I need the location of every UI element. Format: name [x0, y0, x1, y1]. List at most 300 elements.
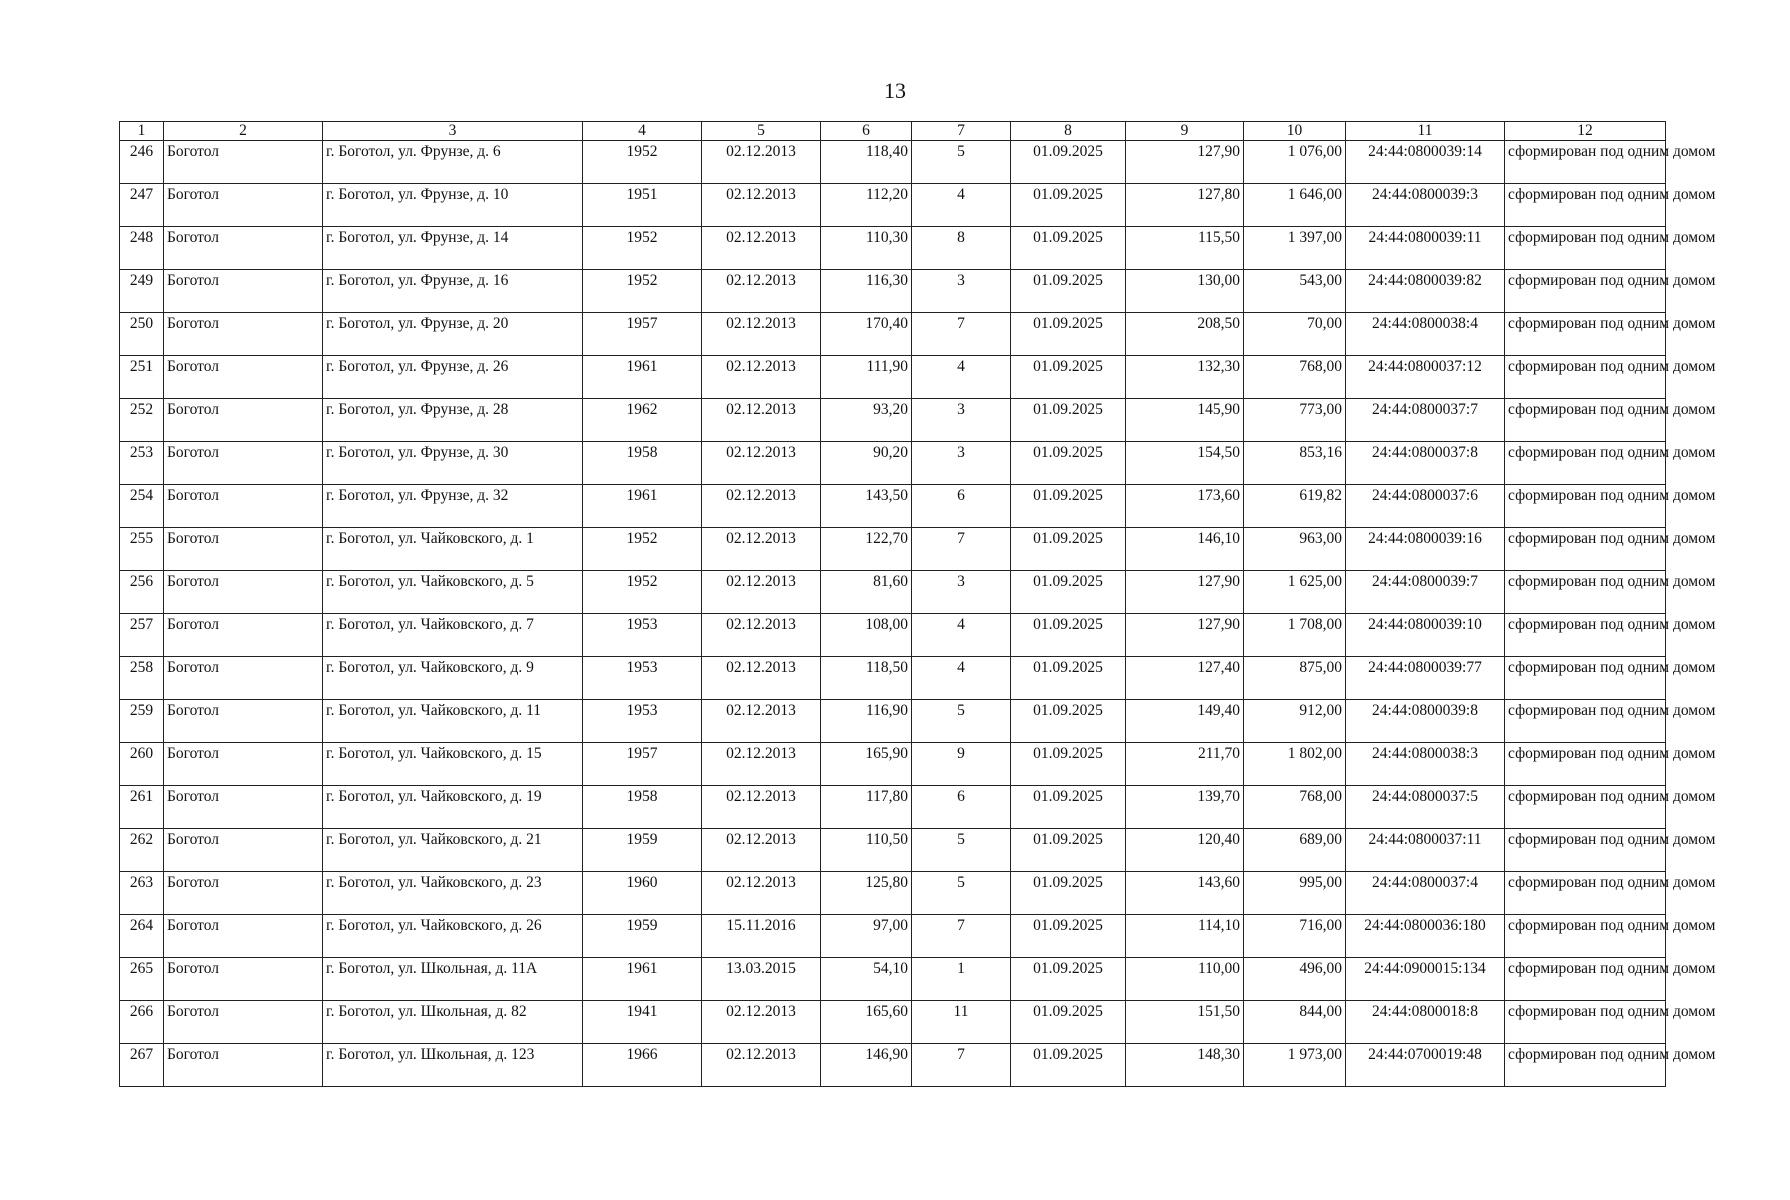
cadastral-number-cell: 24:44:0800038:4: [1346, 313, 1505, 356]
column-header-9: 9: [1126, 122, 1244, 141]
construction-year-cell: 1953: [583, 700, 702, 743]
address-cell: г. Боготол, ул. Чайковского, д. 9: [323, 657, 583, 700]
cadastral-number-cell: 24:44:0800037:7: [1346, 399, 1505, 442]
land-area-cell: 1 802,00: [1244, 743, 1346, 786]
living-area-cell: 93,20: [821, 399, 912, 442]
row-number-cell: 263: [120, 872, 164, 915]
land-area-cell: 619,82: [1244, 485, 1346, 528]
construction-year-cell: 1957: [583, 743, 702, 786]
inclusion-date-cell: 15.11.2016: [702, 915, 821, 958]
living-area-cell: 111,90: [821, 356, 912, 399]
row-number-cell: 265: [120, 958, 164, 1001]
row-number-cell: 246: [120, 141, 164, 184]
land-note-cell: сформирован под одним домом: [1505, 872, 1666, 915]
row-number-cell: 257: [120, 614, 164, 657]
construction-year-cell: 1962: [583, 399, 702, 442]
deadline-date-cell: 01.09.2025: [1011, 872, 1126, 915]
land-note-cell: сформирован под одним домом: [1505, 657, 1666, 700]
address-cell: г. Боготол, ул. Фрунзе, д. 32: [323, 485, 583, 528]
cadastral-number-cell: 24:44:0800037:6: [1346, 485, 1505, 528]
total-area-cell: 145,90: [1126, 399, 1244, 442]
settlement-cell: Боготол: [164, 270, 323, 313]
residents-count-cell: 5: [912, 141, 1011, 184]
row-number-cell: 258: [120, 657, 164, 700]
address-cell: г. Боготол, ул. Школьная, д. 11А: [323, 958, 583, 1001]
living-area-cell: 110,30: [821, 227, 912, 270]
settlement-cell: Боготол: [164, 528, 323, 571]
total-area-cell: 127,40: [1126, 657, 1244, 700]
deadline-date-cell: 01.09.2025: [1011, 915, 1126, 958]
total-area-cell: 151,50: [1126, 1001, 1244, 1044]
land-note-cell: сформирован под одним домом: [1505, 485, 1666, 528]
construction-year-cell: 1941: [583, 1001, 702, 1044]
address-cell: г. Боготол, ул. Чайковского, д. 7: [323, 614, 583, 657]
land-area-cell: 70,00: [1244, 313, 1346, 356]
construction-year-cell: 1952: [583, 227, 702, 270]
address-cell: г. Боготол, ул. Чайковского, д. 5: [323, 571, 583, 614]
table-row: [120, 743, 1666, 786]
cadastral-number-cell: 24:44:0800037:5: [1346, 786, 1505, 829]
total-area-cell: 127,90: [1126, 571, 1244, 614]
inclusion-date-cell: 02.12.2013: [702, 399, 821, 442]
address-cell: г. Боготол, ул. Фрунзе, д. 10: [323, 184, 583, 227]
table-row: [120, 872, 1666, 915]
land-note-cell: сформирован под одним домом: [1505, 184, 1666, 227]
residents-count-cell: 3: [912, 571, 1011, 614]
table-row: [120, 270, 1666, 313]
land-note-cell: сформирован под одним домом: [1505, 571, 1666, 614]
residents-count-cell: 4: [912, 657, 1011, 700]
settlement-cell: Боготол: [164, 571, 323, 614]
cadastral-number-cell: 24:44:0800039:82: [1346, 270, 1505, 313]
column-header-7: 7: [912, 122, 1011, 141]
inclusion-date-cell: 02.12.2013: [702, 270, 821, 313]
deadline-date-cell: 01.09.2025: [1011, 442, 1126, 485]
land-area-cell: 963,00: [1244, 528, 1346, 571]
inclusion-date-cell: 02.12.2013: [702, 313, 821, 356]
land-area-cell: 496,00: [1244, 958, 1346, 1001]
row-number-cell: 250: [120, 313, 164, 356]
cadastral-number-cell: 24:44:0900015:134: [1346, 958, 1505, 1001]
table-row: [120, 227, 1666, 270]
deadline-date-cell: 01.09.2025: [1011, 657, 1126, 700]
row-number-cell: 248: [120, 227, 164, 270]
land-area-cell: 1 646,00: [1244, 184, 1346, 227]
table-row: [120, 1044, 1666, 1087]
column-header-1: 1: [120, 122, 164, 141]
column-header-6: 6: [821, 122, 912, 141]
inclusion-date-cell: 02.12.2013: [702, 356, 821, 399]
construction-year-cell: 1952: [583, 571, 702, 614]
total-area-cell: 211,70: [1126, 743, 1244, 786]
inclusion-date-cell: 02.12.2013: [702, 657, 821, 700]
row-number-cell: 267: [120, 1044, 164, 1087]
residents-count-cell: 7: [912, 915, 1011, 958]
column-header-11: 11: [1346, 122, 1505, 141]
land-note-cell: сформирован под одним домом: [1505, 614, 1666, 657]
row-number-cell: 260: [120, 743, 164, 786]
table-row: [120, 700, 1666, 743]
cadastral-number-cell: 24:44:0800039:11: [1346, 227, 1505, 270]
header-row: [120, 122, 1666, 141]
deadline-date-cell: 01.09.2025: [1011, 485, 1126, 528]
living-area-cell: 143,50: [821, 485, 912, 528]
construction-year-cell: 1953: [583, 614, 702, 657]
living-area-cell: 54,10: [821, 958, 912, 1001]
cadastral-number-cell: 24:44:0800039:77: [1346, 657, 1505, 700]
residents-count-cell: 7: [912, 313, 1011, 356]
construction-year-cell: 1960: [583, 872, 702, 915]
land-area-cell: 1 397,00: [1244, 227, 1346, 270]
settlement-cell: Боготол: [164, 485, 323, 528]
address-cell: г. Боготол, ул. Чайковского, д. 21: [323, 829, 583, 872]
settlement-cell: Боготол: [164, 872, 323, 915]
inclusion-date-cell: 13.03.2015: [702, 958, 821, 1001]
land-note-cell: сформирован под одним домом: [1505, 958, 1666, 1001]
table-row: [120, 356, 1666, 399]
address-cell: г. Боготол, ул. Фрунзе, д. 16: [323, 270, 583, 313]
total-area-cell: 120,40: [1126, 829, 1244, 872]
address-cell: г. Боготол, ул. Фрунзе, д. 30: [323, 442, 583, 485]
row-number-cell: 264: [120, 915, 164, 958]
land-area-cell: 853,16: [1244, 442, 1346, 485]
living-area-cell: 81,60: [821, 571, 912, 614]
total-area-cell: 130,00: [1126, 270, 1244, 313]
land-note-cell: сформирован под одним домом: [1505, 743, 1666, 786]
row-number-cell: 254: [120, 485, 164, 528]
deadline-date-cell: 01.09.2025: [1011, 270, 1126, 313]
land-area-cell: 995,00: [1244, 872, 1346, 915]
living-area-cell: 170,40: [821, 313, 912, 356]
inclusion-date-cell: 02.12.2013: [702, 872, 821, 915]
cadastral-number-cell: 24:44:0800039:10: [1346, 614, 1505, 657]
cadastral-number-cell: 24:44:0800037:11: [1346, 829, 1505, 872]
settlement-cell: Боготол: [164, 829, 323, 872]
residents-count-cell: 5: [912, 872, 1011, 915]
construction-year-cell: 1959: [583, 829, 702, 872]
inclusion-date-cell: 02.12.2013: [702, 829, 821, 872]
deadline-date-cell: 01.09.2025: [1011, 184, 1126, 227]
residents-count-cell: 6: [912, 485, 1011, 528]
row-number-cell: 255: [120, 528, 164, 571]
address-cell: г. Боготол, ул. Школьная, д. 123: [323, 1044, 583, 1087]
construction-year-cell: 1953: [583, 657, 702, 700]
living-area-cell: 108,00: [821, 614, 912, 657]
row-number-cell: 256: [120, 571, 164, 614]
cadastral-number-cell: 24:44:0800039:3: [1346, 184, 1505, 227]
table-row: [120, 829, 1666, 872]
living-area-cell: 90,20: [821, 442, 912, 485]
construction-year-cell: 1961: [583, 485, 702, 528]
settlement-cell: Боготол: [164, 356, 323, 399]
residents-count-cell: 11: [912, 1001, 1011, 1044]
table-row: [120, 958, 1666, 1001]
inclusion-date-cell: 02.12.2013: [702, 700, 821, 743]
cadastral-number-cell: 24:44:0800036:180: [1346, 915, 1505, 958]
construction-year-cell: 1958: [583, 442, 702, 485]
settlement-cell: Боготол: [164, 1001, 323, 1044]
row-number-cell: 252: [120, 399, 164, 442]
deadline-date-cell: 01.09.2025: [1011, 399, 1126, 442]
total-area-cell: 154,50: [1126, 442, 1244, 485]
residents-count-cell: 6: [912, 786, 1011, 829]
address-cell: г. Боготол, ул. Фрунзе, д. 14: [323, 227, 583, 270]
residents-count-cell: 3: [912, 442, 1011, 485]
settlement-cell: Боготол: [164, 399, 323, 442]
residents-count-cell: 7: [912, 1044, 1011, 1087]
land-note-cell: сформирован под одним домом: [1505, 528, 1666, 571]
land-note-cell: сформирован под одним домом: [1505, 1001, 1666, 1044]
cadastral-number-cell: 24:44:0800037:12: [1346, 356, 1505, 399]
residents-count-cell: 9: [912, 743, 1011, 786]
row-number-cell: 266: [120, 1001, 164, 1044]
inclusion-date-cell: 02.12.2013: [702, 227, 821, 270]
inclusion-date-cell: 02.12.2013: [702, 141, 821, 184]
cadastral-number-cell: 24:44:0800039:14: [1346, 141, 1505, 184]
table-body: [120, 141, 1716, 1087]
settlement-cell: Боготол: [164, 227, 323, 270]
residents-count-cell: 3: [912, 399, 1011, 442]
address-cell: г. Боготол, ул. Чайковского, д. 15: [323, 743, 583, 786]
settlement-cell: Боготол: [164, 700, 323, 743]
address-cell: г. Боготол, ул. Чайковского, д. 1: [323, 528, 583, 571]
settlement-cell: Боготол: [164, 958, 323, 1001]
housing-registry-table: [119, 121, 1716, 1087]
row-number-cell: 249: [120, 270, 164, 313]
inclusion-date-cell: 02.12.2013: [702, 743, 821, 786]
address-cell: г. Боготол, ул. Чайковского, д. 26: [323, 915, 583, 958]
land-area-cell: 768,00: [1244, 356, 1346, 399]
residents-count-cell: 5: [912, 829, 1011, 872]
deadline-date-cell: 01.09.2025: [1011, 1001, 1126, 1044]
deadline-date-cell: 01.09.2025: [1011, 1044, 1126, 1087]
address-cell: г. Боготол, ул. Чайковского, д. 11: [323, 700, 583, 743]
row-number-cell: 251: [120, 356, 164, 399]
row-number-cell: 259: [120, 700, 164, 743]
table-row: [120, 657, 1666, 700]
cadastral-number-cell: 24:44:0800018:8: [1346, 1001, 1505, 1044]
total-area-cell: 146,10: [1126, 528, 1244, 571]
living-area-cell: 118,40: [821, 141, 912, 184]
table-row: [120, 571, 1666, 614]
cadastral-number-cell: 24:44:0800039:16: [1346, 528, 1505, 571]
table-row: [120, 399, 1666, 442]
inclusion-date-cell: 02.12.2013: [702, 614, 821, 657]
table-row: [120, 184, 1666, 227]
settlement-cell: Боготол: [164, 442, 323, 485]
land-note-cell: сформирован под одним домом: [1505, 786, 1666, 829]
total-area-cell: 132,30: [1126, 356, 1244, 399]
settlement-cell: Боготол: [164, 657, 323, 700]
address-cell: г. Боготол, ул. Фрунзе, д. 28: [323, 399, 583, 442]
total-area-cell: 115,50: [1126, 227, 1244, 270]
table-row: [120, 614, 1666, 657]
inclusion-date-cell: 02.12.2013: [702, 442, 821, 485]
living-area-cell: 165,90: [821, 743, 912, 786]
inclusion-date-cell: 02.12.2013: [702, 786, 821, 829]
land-note-cell: сформирован под одним домом: [1505, 270, 1666, 313]
living-area-cell: 118,50: [821, 657, 912, 700]
living-area-cell: 125,80: [821, 872, 912, 915]
land-note-cell: сформирован под одним домом: [1505, 141, 1666, 184]
deadline-date-cell: 01.09.2025: [1011, 786, 1126, 829]
construction-year-cell: 1958: [583, 786, 702, 829]
living-area-cell: 116,90: [821, 700, 912, 743]
construction-year-cell: 1961: [583, 356, 702, 399]
deadline-date-cell: 01.09.2025: [1011, 227, 1126, 270]
land-note-cell: сформирован под одним домом: [1505, 356, 1666, 399]
table-row: [120, 442, 1666, 485]
total-area-cell: 149,40: [1126, 700, 1244, 743]
row-number-cell: 247: [120, 184, 164, 227]
construction-year-cell: 1966: [583, 1044, 702, 1087]
total-area-cell: 148,30: [1126, 1044, 1244, 1087]
residents-count-cell: 4: [912, 614, 1011, 657]
cadastral-number-cell: 24:44:0700019:48: [1346, 1044, 1505, 1087]
residents-count-cell: 5: [912, 700, 1011, 743]
address-cell: г. Боготол, ул. Школьная, д. 82: [323, 1001, 583, 1044]
settlement-cell: Боготол: [164, 915, 323, 958]
settlement-cell: Боготол: [164, 786, 323, 829]
total-area-cell: 208,50: [1126, 313, 1244, 356]
land-note-cell: сформирован под одним домом: [1505, 227, 1666, 270]
living-area-cell: 116,30: [821, 270, 912, 313]
living-area-cell: 112,20: [821, 184, 912, 227]
inclusion-date-cell: 02.12.2013: [702, 528, 821, 571]
deadline-date-cell: 01.09.2025: [1011, 614, 1126, 657]
address-cell: г. Боготол, ул. Фрунзе, д. 26: [323, 356, 583, 399]
construction-year-cell: 1961: [583, 958, 702, 1001]
living-area-cell: 117,80: [821, 786, 912, 829]
construction-year-cell: 1959: [583, 915, 702, 958]
inclusion-date-cell: 02.12.2013: [702, 1001, 821, 1044]
address-cell: г. Боготол, ул. Чайковского, д. 23: [323, 872, 583, 915]
row-number-cell: 253: [120, 442, 164, 485]
residents-count-cell: 8: [912, 227, 1011, 270]
construction-year-cell: 1951: [583, 184, 702, 227]
land-note-cell: сформирован под одним домом: [1505, 313, 1666, 356]
cadastral-number-cell: 24:44:0800039:8: [1346, 700, 1505, 743]
settlement-cell: Боготол: [164, 614, 323, 657]
land-note-cell: сформирован под одним домом: [1505, 1044, 1666, 1087]
living-area-cell: 146,90: [821, 1044, 912, 1087]
land-area-cell: 1 625,00: [1244, 571, 1346, 614]
total-area-cell: 127,80: [1126, 184, 1244, 227]
total-area-cell: 127,90: [1126, 614, 1244, 657]
residents-count-cell: 7: [912, 528, 1011, 571]
column-header-2: 2: [164, 122, 323, 141]
inclusion-date-cell: 02.12.2013: [702, 184, 821, 227]
land-note-cell: сформирован под одним домом: [1505, 700, 1666, 743]
settlement-cell: Боготол: [164, 141, 323, 184]
residents-count-cell: 4: [912, 184, 1011, 227]
living-area-cell: 110,50: [821, 829, 912, 872]
deadline-date-cell: 01.09.2025: [1011, 829, 1126, 872]
living-area-cell: 165,60: [821, 1001, 912, 1044]
inclusion-date-cell: 02.12.2013: [702, 1044, 821, 1087]
deadline-date-cell: 01.09.2025: [1011, 356, 1126, 399]
land-area-cell: 844,00: [1244, 1001, 1346, 1044]
address-cell: г. Боготол, ул. Чайковского, д. 19: [323, 786, 583, 829]
residents-count-cell: 1: [912, 958, 1011, 1001]
construction-year-cell: 1957: [583, 313, 702, 356]
row-number-cell: 261: [120, 786, 164, 829]
total-area-cell: 139,70: [1126, 786, 1244, 829]
column-header-12: 12: [1505, 122, 1666, 141]
cadastral-number-cell: 24:44:0800038:3: [1346, 743, 1505, 786]
column-header-5: 5: [702, 122, 821, 141]
table-row: [120, 915, 1666, 958]
cadastral-number-cell: 24:44:0800037:4: [1346, 872, 1505, 915]
construction-year-cell: 1952: [583, 528, 702, 571]
land-area-cell: 1 076,00: [1244, 141, 1346, 184]
column-header-8: 8: [1011, 122, 1126, 141]
settlement-cell: Боготол: [164, 184, 323, 227]
column-header-4: 4: [583, 122, 702, 141]
settlement-cell: Боготол: [164, 1044, 323, 1087]
settlement-cell: Боготол: [164, 313, 323, 356]
cadastral-number-cell: 24:44:0800037:8: [1346, 442, 1505, 485]
land-area-cell: 716,00: [1244, 915, 1346, 958]
inclusion-date-cell: 02.12.2013: [702, 571, 821, 614]
residents-count-cell: 4: [912, 356, 1011, 399]
cadastral-number-cell: 24:44:0800039:7: [1346, 571, 1505, 614]
address-cell: г. Боготол, ул. Фрунзе, д. 6: [323, 141, 583, 184]
column-header-10: 10: [1244, 122, 1346, 141]
total-area-cell: 173,60: [1126, 485, 1244, 528]
deadline-date-cell: 01.09.2025: [1011, 528, 1126, 571]
living-area-cell: 97,00: [821, 915, 912, 958]
table-row: [120, 1001, 1666, 1044]
deadline-date-cell: 01.09.2025: [1011, 743, 1126, 786]
address-cell: г. Боготол, ул. Фрунзе, д. 20: [323, 313, 583, 356]
deadline-date-cell: 01.09.2025: [1011, 141, 1126, 184]
land-area-cell: 543,00: [1244, 270, 1346, 313]
deadline-date-cell: 01.09.2025: [1011, 313, 1126, 356]
table-row: [120, 141, 1666, 184]
living-area-cell: 122,70: [821, 528, 912, 571]
residents-count-cell: 3: [912, 270, 1011, 313]
construction-year-cell: 1952: [583, 270, 702, 313]
land-note-cell: сформирован под одним домом: [1505, 915, 1666, 958]
total-area-cell: 143,60: [1126, 872, 1244, 915]
column-header-3: 3: [323, 122, 583, 141]
land-area-cell: 1 973,00: [1244, 1044, 1346, 1087]
table-row: [120, 786, 1666, 829]
construction-year-cell: 1952: [583, 141, 702, 184]
land-note-cell: сформирован под одним домом: [1505, 399, 1666, 442]
land-note-cell: сформирован под одним домом: [1505, 829, 1666, 872]
land-area-cell: 773,00: [1244, 399, 1346, 442]
page-number: 13: [884, 78, 906, 103]
land-area-cell: 912,00: [1244, 700, 1346, 743]
deadline-date-cell: 01.09.2025: [1011, 700, 1126, 743]
row-number-cell: 262: [120, 829, 164, 872]
total-area-cell: 127,90: [1126, 141, 1244, 184]
table-row: [120, 485, 1666, 528]
land-area-cell: 875,00: [1244, 657, 1346, 700]
land-area-cell: 768,00: [1244, 786, 1346, 829]
land-area-cell: 689,00: [1244, 829, 1346, 872]
inclusion-date-cell: 02.12.2013: [702, 485, 821, 528]
total-area-cell: 114,10: [1126, 915, 1244, 958]
table-row: [120, 528, 1666, 571]
settlement-cell: Боготол: [164, 743, 323, 786]
table-row: [120, 313, 1666, 356]
deadline-date-cell: 01.09.2025: [1011, 958, 1126, 1001]
deadline-date-cell: 01.09.2025: [1011, 571, 1126, 614]
land-note-cell: сформирован под одним домом: [1505, 442, 1666, 485]
